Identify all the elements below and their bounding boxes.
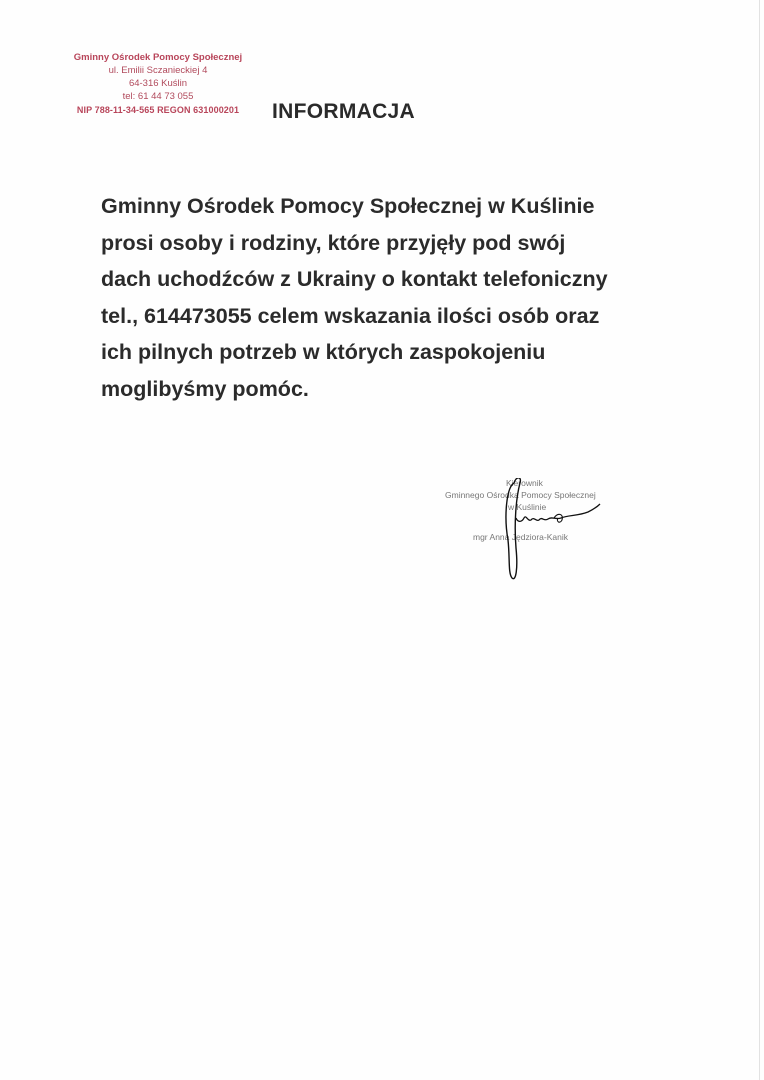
stamp-street: ul. Emilii Sczanieckiej 4 (108, 65, 208, 76)
handwritten-signature (428, 478, 628, 588)
signature-stamp-name: mgr Anna Jędziora-Kanik (473, 532, 568, 542)
body-line: ich pilnych potrzeb w których zaspokojeniu (101, 340, 546, 364)
document-title: INFORMACJA (272, 100, 415, 123)
signature-stamp-location: w Kuślinie (508, 502, 547, 512)
body-line: prosi osoby i rodziny, które przyjęły pod swój (101, 230, 566, 255)
signature-stamp-institution: Gminnego Ośrodka Pomocy Społecznej (445, 490, 596, 500)
stamp-organization: Gminny Ośrodek Pomocy Społecznej (73, 52, 243, 63)
stamp-postal: 64-316 Kuślin (128, 78, 188, 89)
body-line: Gminny Ośrodek Pomocy Społecznej w Kuślinie (101, 194, 595, 218)
signature-stamp (428, 478, 628, 588)
stamp-ids: NIP 788-11-34-565 REGON 631000201 (76, 105, 240, 115)
body-line: moglibyśmy pomóc. (101, 376, 309, 401)
body-line: dach uchodźców z Ukrainy o kontakt telefoniczny (101, 267, 608, 291)
stamp-phone: tel: 61 44 73 055 (122, 91, 194, 102)
signature-stamp-role: Kierownik (506, 478, 543, 488)
header-stamp (58, 51, 258, 117)
body-line: tel., 614473055 celem wskazania ilości osób oraz (101, 303, 600, 328)
scan-edge-line (759, 0, 760, 1080)
body-paragraph (101, 188, 661, 407)
